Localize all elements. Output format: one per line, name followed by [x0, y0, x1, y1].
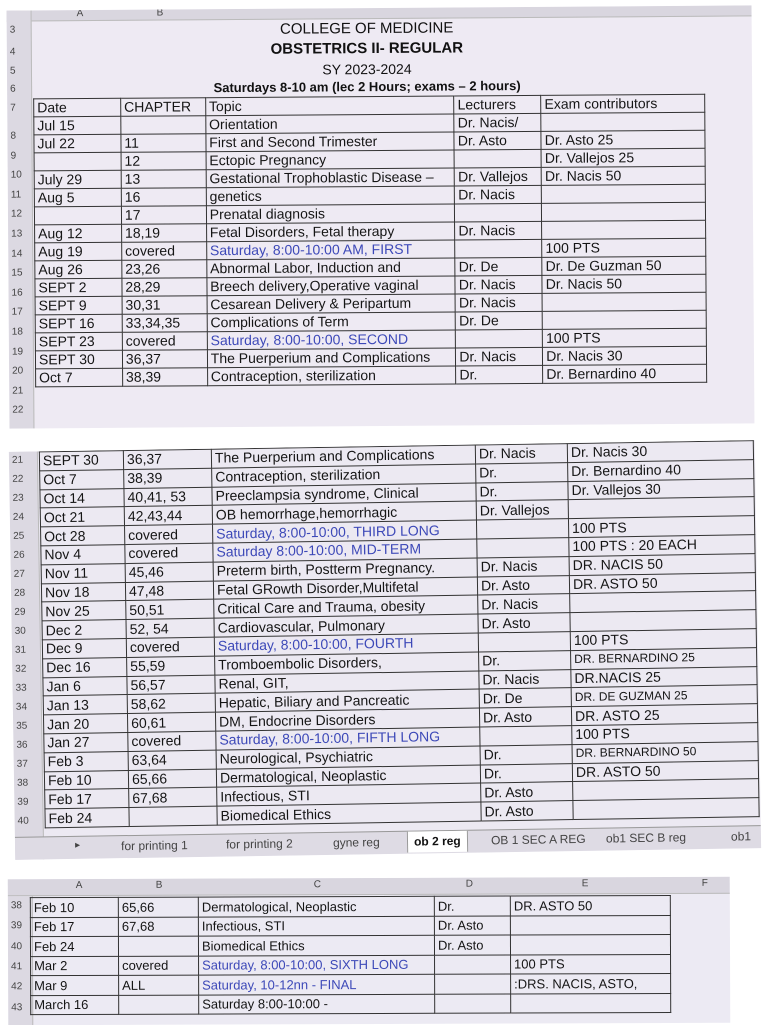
cell-exam-contributor[interactable]: Dr. Nacis 30 — [567, 441, 753, 463]
college-title: COLLEGE OF MEDICINE — [279, 19, 454, 38]
cell-exam-contributor[interactable]: DR. NACIS 50 — [569, 553, 755, 575]
column-header-e[interactable]: E — [581, 878, 589, 890]
cell-chapter[interactable]: 38,39 — [124, 468, 212, 488]
row-number[interactable]: 18 — [11, 326, 23, 338]
spreadsheet-photo-3 — [8, 877, 731, 1025]
cell-topic[interactable]: Infectious, STI — [198, 916, 434, 936]
cell-lecturer[interactable] — [456, 329, 543, 348]
row-number[interactable]: 11 — [10, 189, 22, 201]
cell-chapter[interactable]: 63,64 — [128, 750, 216, 770]
cell-lecturer[interactable]: Dr. De — [455, 257, 542, 276]
table-row — [31, 993, 671, 1015]
cell-chapter[interactable]: 45,46 — [125, 562, 213, 582]
cell-exam-contributor[interactable]: DR. BERNARDINO 50 — [572, 741, 758, 763]
cell-exam-contributor[interactable] — [542, 202, 706, 221]
cell-chapter[interactable]: 33,34,35 — [122, 314, 207, 333]
cell-topic[interactable]: DM, Endocrine Disorders — [215, 708, 479, 731]
cell-exam-contributor[interactable]: Dr. Bernardino 40 — [543, 364, 707, 383]
sheet-tab[interactable]: gyne reg — [332, 835, 380, 850]
cell-date[interactable]: Feb 24 — [45, 808, 129, 828]
cell-date[interactable]: Nov 18 — [41, 582, 125, 602]
schedule-table — [33, 94, 707, 388]
cell-topic[interactable]: Biomedical Ethics — [198, 935, 434, 955]
cell-exam-contributor[interactable]: DR. DE GUZMAN 25 — [571, 685, 757, 707]
cell-exam-contributor[interactable]: Dr. Vallejos 25 — [541, 148, 705, 167]
cell-date[interactable]: SEPT 2 — [35, 278, 122, 297]
row-number[interactable]: 17 — [11, 306, 23, 318]
cell-chapter[interactable]: covered — [122, 332, 207, 351]
cell-topic[interactable]: Renal, GIT, — [215, 671, 479, 694]
cell-topic[interactable]: Cesarean Delivery & Peripartum — [207, 294, 456, 314]
cell-lecturer[interactable]: Dr. Nacis — [456, 347, 543, 366]
cell-date[interactable]: Feb 10 — [44, 770, 128, 790]
cell-topic[interactable]: Saturday 8:00-10:00, MID-TERM — [213, 539, 477, 562]
column-header-d[interactable]: D — [465, 878, 474, 890]
row-number[interactable]: 15 — [11, 267, 23, 279]
row-number[interactable]: 21 — [11, 454, 24, 466]
cell-topic[interactable]: Preeclampsia syndrome, Clinical — [212, 483, 476, 506]
cell-topic[interactable]: genetics — [206, 186, 455, 206]
cell-chapter[interactable]: 18,19 — [121, 224, 206, 243]
cell-exam-contributor[interactable]: Dr. De Guzman 50 — [542, 256, 706, 275]
spreadsheet-photo-1 — [7, 5, 755, 428]
cell-date[interactable]: Oct 21 — [40, 507, 124, 527]
cell-topic[interactable]: First and Second Trimester — [206, 132, 455, 152]
cell-lecturer[interactable]: Dr. Asto — [434, 916, 510, 936]
cell-topic[interactable]: Hepatic, Biliary and Pancreatic — [215, 689, 479, 712]
cell-exam-contributor[interactable] — [542, 292, 706, 311]
cell-lecturer[interactable]: Dr. Nacis — [479, 669, 571, 689]
cell-chapter[interactable]: 23,26 — [122, 260, 207, 279]
cell-date[interactable]: Oct 14 — [40, 488, 124, 508]
cell-date[interactable]: Nov 25 — [42, 601, 126, 621]
cell-lecturer[interactable]: Dr. De — [479, 688, 571, 708]
cell-chapter[interactable]: 67,68 — [118, 917, 198, 937]
cell-date[interactable]: Feb 3 — [44, 751, 128, 771]
row-number[interactable]: 8 — [10, 130, 17, 142]
row-number[interactable]: 37 — [16, 758, 28, 770]
cell-lecturer[interactable]: Dr. — [476, 462, 568, 482]
cell-exam-contributor[interactable] — [541, 112, 705, 131]
cell-topic[interactable]: Prenatal diagnosis — [206, 204, 455, 224]
row-number[interactable]: 26 — [13, 549, 25, 561]
header-topic[interactable]: Topic — [205, 96, 454, 116]
cell-chapter[interactable]: 65,66 — [118, 897, 198, 917]
cell-date[interactable]: Feb 24 — [30, 936, 118, 956]
cell-lecturer[interactable] — [477, 538, 569, 558]
cell-date[interactable]: Mar 9 — [31, 975, 119, 995]
cell-chapter[interactable]: covered — [125, 524, 213, 544]
column-header-a[interactable]: A — [75, 879, 83, 892]
cell-date[interactable]: Aug 19 — [35, 242, 122, 261]
row-number[interactable]: 23 — [12, 492, 24, 504]
cell-lecturer[interactable] — [480, 726, 572, 746]
cell-date[interactable]: SEPT 30 — [39, 451, 123, 471]
cell-lecturer[interactable]: Dr. Asto — [478, 613, 570, 633]
cell-topic[interactable]: Abnormal Labor, Induction and — [207, 258, 456, 278]
cell-chapter[interactable]: 67,68 — [129, 788, 217, 808]
cell-lecturer[interactable]: Dr. Asto — [434, 935, 510, 955]
cell-lecturer[interactable]: Dr. Asto — [481, 782, 573, 802]
cell-exam-contributor[interactable]: DR. ASTO 50 — [510, 895, 670, 915]
row-number[interactable]: 33 — [15, 682, 27, 694]
cell-lecturer[interactable]: Dr. — [480, 744, 572, 764]
row-number[interactable]: 5 — [9, 65, 16, 77]
cell-topic[interactable]: Tromboembolic Disorders, — [215, 652, 479, 675]
cell-exam-contributor[interactable] — [511, 993, 671, 1013]
cell-exam-contributor[interactable]: :DRS. NACIS, ASTO, — [511, 973, 671, 993]
cell-lecturer[interactable] — [478, 632, 570, 652]
cell-lecturer[interactable]: Dr. Nacis — [478, 594, 570, 614]
cell-topic[interactable]: Critical Care and Trauma, obesity — [214, 595, 478, 618]
sheet-tab[interactable]: ob 2 reg — [407, 831, 468, 853]
cell-date[interactable]: SEPT 9 — [35, 296, 122, 315]
cell-date[interactable]: Aug 12 — [35, 224, 122, 243]
cell-chapter[interactable]: 28,29 — [122, 278, 207, 297]
cell-lecturer[interactable]: Dr. Asto — [477, 575, 569, 595]
course-title: OBSTETRICS II- REGULAR — [270, 39, 464, 58]
cell-topic[interactable]: Saturday 8:00-10:00 - — [199, 994, 435, 1014]
cell-lecturer[interactable]: Dr. Asto — [481, 801, 573, 821]
sheet-tab[interactable]: ob1 — [730, 829, 752, 844]
cell-date[interactable]: SEPT 30 — [35, 350, 122, 369]
row-number[interactable]: 34 — [15, 701, 28, 713]
cell-topic[interactable]: Saturday, 8:00-10:00, THIRD LONG — [213, 520, 477, 543]
cell-date[interactable]: SEPT 23 — [35, 332, 122, 351]
cell-topic[interactable]: Fetal GRowth Disorder,Multifetal — [213, 577, 477, 600]
row-number[interactable]: 4 — [9, 46, 16, 58]
cell-exam-contributor[interactable]: Dr. Asto 25 — [541, 130, 705, 149]
cell-lecturer[interactable] — [455, 239, 542, 258]
row-number[interactable]: 22 — [12, 404, 24, 416]
cell-topic[interactable]: Contraception, sterilization — [212, 464, 476, 487]
cell-date[interactable]: Feb 17 — [30, 917, 118, 937]
tab-scroll-arrow-icon[interactable]: ▸ — [74, 839, 81, 851]
cell-exam-contributor[interactable]: 100 PTS — [543, 328, 707, 347]
cell-exam-contributor[interactable]: 100 PTS — [570, 629, 756, 651]
column-header-bar — [8, 877, 730, 897]
row-number[interactable]: 39 — [10, 920, 23, 932]
cell-date[interactable]: Jan 13 — [43, 695, 127, 715]
cell-lecturer[interactable] — [454, 149, 541, 168]
row-number[interactable]: 16 — [11, 287, 23, 299]
cell-lecturer[interactable]: Dr. — [480, 763, 572, 783]
cell-topic[interactable]: Neurological, Psychiatric — [216, 746, 480, 769]
column-header-a[interactable]: A — [76, 8, 84, 20]
row-number[interactable]: 36 — [16, 739, 28, 751]
cell-exam-contributor[interactable] — [573, 798, 759, 820]
cell-topic[interactable]: Fetal Disorders, Fetal therapy — [206, 222, 455, 242]
cell-date[interactable]: Jan 27 — [44, 733, 128, 753]
row-number[interactable]: 21 — [12, 385, 24, 397]
cell-lecturer[interactable] — [455, 203, 542, 222]
cell-chapter[interactable]: ALL — [119, 975, 199, 995]
cell-lecturer[interactable]: Dr. — [479, 650, 571, 670]
cell-topic[interactable]: Gestational Trophoblastic Disease – — [206, 168, 455, 188]
row-number[interactable]: 10 — [10, 169, 22, 181]
row-number[interactable]: 25 — [13, 530, 25, 542]
cell-exam-contributor[interactable]: Dr. Nacis 50 — [542, 274, 706, 293]
column-header-c[interactable]: C — [313, 879, 322, 891]
column-header-b[interactable]: B — [155, 879, 163, 891]
row-number[interactable]: 27 — [13, 568, 25, 580]
cell-topic[interactable]: Contraception, sterilization — [207, 366, 456, 386]
cell-chapter[interactable]: covered — [126, 637, 214, 657]
row-number[interactable]: 38 — [16, 777, 29, 789]
row-number[interactable]: 3 — [9, 24, 16, 36]
cell-date[interactable]: July 29 — [34, 170, 121, 189]
cell-lecturer[interactable]: Dr. Nacis — [455, 293, 542, 312]
row-number[interactable]: 22 — [12, 473, 24, 485]
cell-lecturer[interactable] — [476, 519, 568, 539]
cell-lecturer[interactable]: Dr. Vallejos — [455, 167, 542, 186]
cell-exam-contributor[interactable]: DR.NACIS 25 — [571, 666, 757, 688]
cell-chapter[interactable]: 12 — [121, 152, 206, 171]
cell-lecturer[interactable]: Dr. De — [456, 311, 543, 330]
cell-exam-contributor[interactable] — [510, 934, 670, 954]
sheet-tab[interactable]: ob1 SEC B reg — [605, 830, 687, 846]
row-number[interactable]: 32 — [15, 663, 27, 675]
cell-exam-contributor[interactable]: Dr. Nacis 30 — [543, 346, 707, 365]
cell-chapter[interactable] — [121, 116, 206, 135]
cell-chapter[interactable]: 40,41, 53 — [124, 487, 212, 507]
cell-chapter[interactable] — [118, 936, 198, 956]
column-header-b[interactable]: B — [156, 7, 164, 19]
table-row — [30, 934, 670, 956]
row-number[interactable]: 40 — [10, 940, 23, 952]
cell-lecturer[interactable]: Dr. Nacis — [477, 556, 569, 576]
cell-lecturer[interactable] — [435, 955, 511, 975]
schedule-table — [30, 895, 671, 1015]
cell-exam-contributor[interactable]: Dr. Vallejos 30 — [568, 478, 754, 500]
row-number[interactable]: 12 — [10, 208, 23, 220]
cell-exam-contributor[interactable]: Dr. Nacis 50 — [541, 166, 705, 185]
cell-date[interactable]: Jan 6 — [43, 676, 127, 696]
cell-date[interactable]: Mar 2 — [31, 956, 119, 976]
cell-lecturer[interactable] — [435, 994, 511, 1014]
cell-date[interactable]: Jan 20 — [43, 714, 127, 734]
cell-lecturer[interactable] — [435, 974, 511, 994]
cell-date[interactable]: Nov 4 — [41, 545, 125, 565]
cell-topic[interactable]: Cardiovascular, Pulmonary — [214, 614, 478, 637]
cell-date[interactable]: Aug 26 — [35, 260, 122, 279]
column-header-f[interactable]: F — [701, 877, 708, 889]
row-number-gutter — [7, 10, 35, 428]
cell-chapter[interactable] — [119, 995, 199, 1015]
cell-date[interactable] — [34, 152, 121, 171]
table-row — [30, 915, 670, 937]
row-number[interactable]: 13 — [11, 228, 23, 240]
cell-chapter[interactable]: 42,43,44 — [124, 506, 212, 526]
row-number[interactable]: 39 — [17, 796, 29, 808]
cell-topic[interactable]: Infectious, STI — [217, 783, 481, 806]
cell-chapter[interactable]: 17 — [121, 206, 206, 225]
cell-date[interactable]: Jul 22 — [34, 134, 121, 153]
cell-lecturer[interactable]: Dr. Nacis/ — [454, 113, 541, 132]
cell-lecturer[interactable]: Dr. — [434, 896, 510, 916]
cell-exam-contributor[interactable]: DR. ASTO 50 — [572, 760, 758, 782]
cell-chapter[interactable]: 52, 54 — [126, 618, 214, 638]
cell-lecturer[interactable]: Dr. Vallejos — [476, 500, 568, 520]
cell-exam-contributor[interactable]: 100 PTS — [572, 723, 758, 745]
cell-topic[interactable]: Saturday, 8:00-10:00, SECOND — [207, 330, 456, 350]
cell-chapter[interactable]: 58,62 — [127, 694, 215, 714]
cell-exam-contributor[interactable] — [510, 915, 670, 935]
row-number[interactable]: 29 — [14, 606, 26, 618]
cell-exam-contributor[interactable]: 100 PTS — [568, 516, 754, 538]
cell-date[interactable]: SEPT 16 — [35, 314, 122, 333]
header-exam-contributors[interactable]: Exam contributors — [541, 94, 705, 113]
cell-date[interactable]: Nov 11 — [41, 563, 125, 583]
table-row — [31, 973, 671, 995]
cell-exam-contributor[interactable]: 100 PTS — [511, 954, 671, 974]
cell-lecturer[interactable]: Dr. Nacis — [455, 275, 542, 294]
spreadsheet-photo-2 — [9, 440, 761, 860]
row-number[interactable]: 30 — [14, 625, 26, 637]
cell-lecturer[interactable]: Dr. Asto — [479, 707, 571, 727]
header-lecturers[interactable]: Lecturers — [454, 95, 541, 114]
row-number[interactable]: 28 — [13, 587, 26, 599]
cell-chapter[interactable]: 60,61 — [127, 712, 215, 732]
cell-exam-contributor[interactable]: 100 PTS : 20 EACH — [569, 535, 755, 557]
cell-lecturer[interactable]: Dr. Nacis — [455, 185, 542, 204]
cell-chapter[interactable]: 47,48 — [125, 581, 213, 601]
row-number[interactable]: 40 — [17, 815, 29, 827]
school-year: SY 2023-2024 — [322, 60, 412, 78]
cell-exam-contributor[interactable]: Dr. Bernardino 40 — [568, 459, 754, 481]
cell-date[interactable]: Dec 9 — [42, 639, 126, 659]
row-number[interactable]: 42 — [11, 981, 23, 993]
cell-date[interactable] — [34, 206, 121, 225]
row-number[interactable]: 43 — [11, 1001, 23, 1013]
cell-date[interactable]: Oct 7 — [36, 368, 123, 387]
cell-lecturer[interactable]: Dr. Nacis — [455, 221, 542, 240]
row-number[interactable]: 6 — [10, 83, 16, 95]
cell-topic[interactable]: Saturday, 8:00-10:00 AM, FIRST — [206, 240, 455, 260]
cell-topic[interactable]: Dermatological, Neoplastic — [216, 765, 480, 788]
cell-lecturer[interactable]: Dr. Asto — [454, 131, 541, 150]
cell-exam-contributor[interactable]: DR. BERNARDINO 25 — [571, 647, 757, 669]
row-number[interactable]: 9 — [10, 150, 17, 162]
cell-chapter[interactable]: 56,57 — [127, 675, 215, 695]
cell-exam-contributor[interactable] — [542, 220, 706, 239]
cell-chapter[interactable]: 13 — [121, 170, 206, 189]
cell-date[interactable]: Dec 16 — [43, 657, 127, 677]
table-row — [31, 954, 671, 976]
cell-exam-contributor[interactable]: 100 PTS — [542, 238, 706, 257]
cell-lecturer[interactable]: Dr. — [476, 481, 568, 501]
cell-exam-contributor[interactable]: DR. ASTO 25 — [571, 704, 757, 726]
cell-exam-contributor[interactable] — [542, 184, 706, 203]
row-number[interactable]: 14 — [11, 248, 23, 260]
row-number[interactable]: 19 — [11, 346, 24, 358]
cell-chapter[interactable]: 38,39 — [122, 368, 207, 387]
cell-chapter[interactable]: covered — [122, 242, 207, 261]
cell-exam-contributor[interactable]: DR. ASTO 50 — [569, 572, 755, 594]
header-date[interactable]: Date — [34, 98, 121, 117]
cell-topic[interactable]: Saturday, 8:00-10:00, FOURTH — [214, 633, 478, 656]
cell-topic[interactable]: OB hemorrhage,hemorrhagic — [212, 501, 476, 524]
sheet-tab[interactable]: OB 1 SEC A REG — [490, 831, 586, 848]
cell-date[interactable]: Feb 17 — [45, 789, 129, 809]
cell-lecturer[interactable]: Dr. — [456, 365, 543, 384]
schedule-table — [39, 440, 760, 828]
cell-chapter[interactable]: covered — [128, 731, 216, 751]
cell-topic[interactable]: Dermatological, Neoplastic — [198, 896, 434, 916]
cell-date[interactable]: Oct 28 — [41, 526, 125, 546]
schedule-note: Saturdays 8-10 am (lec 2 Hours; exams – 2 hours) — [213, 78, 521, 96]
cell-topic[interactable]: Orientation — [206, 114, 455, 134]
cell-topic[interactable]: The Puerperium and Complications — [211, 445, 475, 468]
cell-chapter[interactable]: 50,51 — [126, 600, 214, 620]
row-number[interactable]: 41 — [11, 961, 23, 973]
cell-topic[interactable]: Ectopic Pregnancy — [206, 150, 455, 170]
row-number[interactable]: 38 — [10, 900, 22, 912]
cell-topic[interactable]: Complications of Term — [207, 312, 456, 332]
cell-date[interactable]: Feb 10 — [30, 897, 118, 917]
cell-exam-contributor[interactable] — [542, 310, 706, 329]
row-number[interactable]: 31 — [14, 644, 27, 656]
cell-topic[interactable]: Preterm birth, Postterm Pregnancy. — [213, 558, 477, 581]
cell-topic[interactable]: Breech delivery,Operative vaginal — [207, 276, 456, 296]
cell-chapter[interactable]: 30,31 — [122, 296, 207, 315]
cell-date[interactable]: March 16 — [31, 995, 119, 1015]
sheet-tab-bar — [15, 825, 761, 860]
sheet-tab[interactable]: for printing 1 — [120, 838, 188, 854]
cell-chapter[interactable] — [129, 806, 217, 826]
header-chapter[interactable]: CHAPTER — [121, 98, 206, 117]
row-number[interactable]: 20 — [12, 365, 24, 377]
cell-topic[interactable]: Saturday, 8:00-10:00, FIFTH LONG — [216, 727, 480, 750]
table-row — [30, 895, 670, 917]
row-number[interactable]: 7 — [10, 102, 16, 114]
sheet-tab[interactable]: for printing 2 — [225, 836, 293, 852]
row-number[interactable]: 35 — [16, 720, 28, 732]
cell-chapter[interactable]: 16 — [121, 188, 206, 207]
cell-chapter[interactable]: covered — [119, 956, 199, 976]
cell-chapter[interactable]: 11 — [121, 134, 206, 153]
cell-topic[interactable]: Biomedical Ethics — [217, 802, 481, 825]
cell-chapter[interactable]: 65,66 — [128, 769, 216, 789]
cell-date[interactable]: Jul 15 — [34, 116, 121, 135]
cell-topic[interactable]: Saturday, 10-12nn - FINAL — [199, 974, 435, 994]
cell-chapter[interactable]: 55,59 — [127, 656, 215, 676]
cell-topic[interactable]: Saturday, 8:00-10:00, SIXTH LONG — [199, 955, 435, 975]
cell-date[interactable]: Dec 2 — [42, 620, 126, 640]
cell-chapter[interactable]: 36,37 — [123, 449, 211, 469]
cell-date[interactable]: Oct 7 — [40, 469, 124, 489]
row-number[interactable]: 24 — [12, 511, 25, 523]
cell-date[interactable]: Aug 5 — [34, 188, 121, 207]
cell-topic[interactable]: The Puerperium and Complications — [207, 348, 456, 368]
cell-chapter[interactable]: 36,37 — [122, 350, 207, 369]
cell-lecturer[interactable]: Dr. Nacis — [475, 444, 567, 464]
cell-chapter[interactable]: covered — [125, 543, 213, 563]
